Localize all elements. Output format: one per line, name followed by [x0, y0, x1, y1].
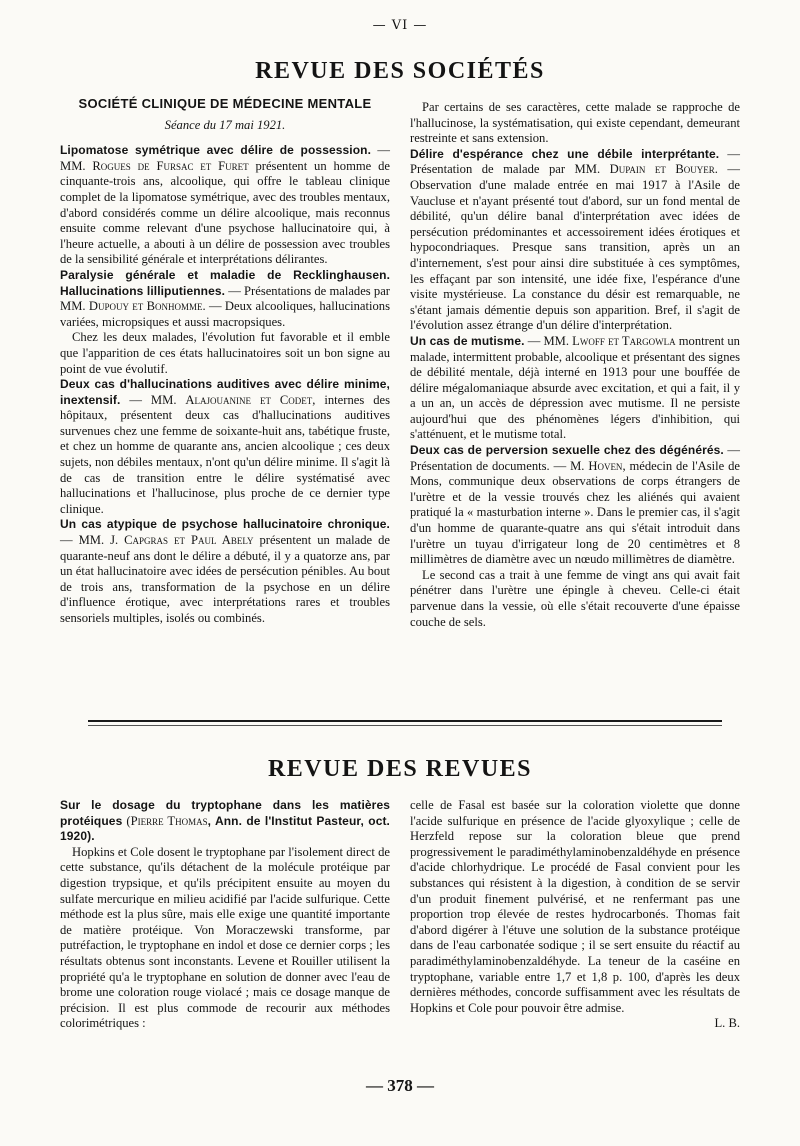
article-delire-esperance: Délire d'espérance chez une débile interprétante. — Présentation de malade par MM. Dupain et Bouyer. — Observation d'une malade entrée en mai 1917 à l'Asile de Vaucluse et n'ayant présenté tout d'abord, sur un fond mental de débilité, qu'un délire banal d'interprétation avec idées de persécution prédominantes et accessoirement idées érotiques et hypocondriaques. Presque sans transition, après un an d'internement, s'est pour ainsi dire substituée à ces symptômes, les effaçant par son intensité, une idée fixe, l'espérance d'une visite mystérieuse. La constance du désir est remarquable, ne s'étant jamais démentie depuis son apparition. Bref, il s'agit de l'évolution assez étrange d'un délire d'interprétation. [410, 146, 741, 333]
article-heading: Deux cas d'hallucinations auditives avec délire minime, inextensif. [60, 377, 390, 407]
article-heading: Délire d'espérance chez une débile interprétante. [410, 146, 720, 161]
article-heading: Deux cas de perversion sexuelle chez des dégénérés. [410, 443, 724, 458]
article-authors: Lwoff et Targowla [572, 333, 676, 348]
article-lipomatose: Lipomatose symétrique avec délire de possession. — MM. Rogues de Fursac et Furet présentent un homme de cinquante-trois ans, alcoolique, qui offre le tableau clinique complet de la lipomatose symétrique, avec des troubles mentaux, d'abord considérés comme un délire alcoolique, mais reconnus ensuite comme relevant d'une psychose hallucinatoire qui, à l'heure actuelle, a abouti à un délire de possession avec troubles de la sensibilité générale et interprétations délirantes. [60, 143, 390, 267]
article-hallucinations: Deux cas d'hallucinations auditives avec délire minime, inextensif. — MM. Alajouanine et Codet, internes des hôpitaux, présentent deux cas d'hallucinations auditives survenues chez une femme de soixante-huit ans, tabétique fruste, et chez un homme de quarante ans, ancien alcoolique ; ces deux sujets, non débiles mentaux, n'ont qu'un délire minime. Il s'agit là de cas de transition entre le délire systématisé avec hallucinations et l'hallucinose, plus proche de ce dernier type clinique. [60, 377, 390, 516]
review-journal: , Ann. de l'Institut Pasteur [207, 813, 361, 828]
article-psychose: Un cas atypique de psychose hallucinatoire chronique. — MM. J. Capgras et Paul Abely présentent un malade de quarante-neuf ans dont le délire a débuté, il y a quatorze ans, par un état hallucinatoire avec idées de persécution pénibles. Au bout de trois ans, transformation de la psychose en un délire d'influence érotique, avec interprétations rares et troubles sensoriels multiples, isolés ou combinés. [60, 517, 390, 625]
article-authors: Hoven [588, 458, 623, 473]
review-body-left: Hopkins et Cole dosent le tryptophane par l'isolement direct de cette substance, qu'ils détachent de la molécule protéique par digestion trypsique, et qu'ils précipitent ensuite au moyen du sulfate mercurique en milieu acidifié par l'acide sulfurique. Cette méthode est la plus sûre, mais elle exige une quantité importante de matière protéique. Von Moraczewski transforme, par putréfaction, le tryptophane en indol et dose ce dernier corps ; les résultats obtenus sont inconstants. Levene et Rouiller utilisent la propriété qu'a le tryptophane en solution de donner avec l'eau de brome une coloration rouge violacé ; mais ce dosage manque de précision. Il est plus commode de recourir aux méthodes colorimétriques : [60, 844, 390, 1031]
review-author: Pierre Thomas [130, 813, 208, 828]
article-heading: Lipomatose symétrique avec délire de possession. [60, 143, 372, 158]
section-divider-thin [88, 725, 722, 726]
revues-right-column [410, 798, 740, 1032]
article-authors: Dupouy et Bonhomme [88, 299, 203, 314]
page-top-label: — VI — [372, 18, 428, 33]
societes-left-column [60, 96, 390, 627]
seance-date: Séance du 17 mai 1921. [164, 117, 286, 132]
section-divider [88, 720, 722, 722]
article-paralysie: Paralysie générale et maladie de Recklinghausen. Hallucinations lilliputiennes. — Présentations de malades par MM. Dupouy et Bonhomme. — Deux alcooliques, hallucinations variées, micropsiques et aussi macropsiques. [60, 267, 390, 329]
article-authors: Alajouanine et Codet [185, 392, 313, 407]
article-heading: Paralysie générale et maladie de Recklinghausen. Hallucinations lilliputiennes. [60, 267, 390, 298]
review-heading: Sur le dosage du tryptophane dans les matières protéiques [60, 798, 390, 828]
article-authors: Dupain et Bouyer [609, 162, 715, 177]
page-number: — 378 — [366, 1076, 434, 1095]
article-mutisme: Un cas de mutisme. — MM. Lwoff et Targowla montrent un malade, intermittent probable, alcoolique et présentant des signes de débilité mentale, déjà interné en 1913 pour une bouffée de délire mégalomaniaque absurde avec excitation, et qui a fait, il y a un an, un accès de dépression avec mutisme. Il ne persiste aujourd'hui que des phénomènes légers d'inhibition, qui s'atténuent, et le mutisme total. [410, 333, 740, 442]
article-heading: Un cas atypique de psychose hallucinatoire chronique. [60, 517, 390, 532]
review-signature: L. B. [714, 1016, 740, 1031]
societes-right-column [410, 100, 740, 630]
revue-societes-title: REVUE DES SOCIÉTÉS [255, 58, 545, 84]
article-paralysie-p2: Chez les deux malades, l'évolution fut favorable et il emble que l'apparition de ces états hallucinatoires soit un bon signe au point de vue évolutif. [60, 330, 390, 376]
article-perversion-p2: Le second cas a trait à une femme de vingt ans qui avait fait pénétrer dans l'urètre une épingle à cheveu. Celle-ci était parvenue dans la vessie, où elle s'était recouverte d'une épaisse couche de sels. [410, 567, 740, 629]
article-intro: Par certains de ses caractères, cette malade se rapproche de l'hallucinose, la systématisation, qui existe cependant, demeurant restreinte et sans extension. [410, 100, 740, 146]
society-heading: SOCIÉTÉ CLINIQUE DE MÉDECINE MENTALE [78, 96, 372, 111]
review-heading-block: Sur le dosage du tryptophane dans les matières protéiques (Pierre Thomas, Ann. de l'Institut Pasteur, oct. 1920). [60, 798, 390, 844]
review-body-right: celle de Fasal est basée sur la coloration violette que donne l'acide sulfurique en présence de l'acide glyoxylique ; celle de Herzfeld repose sur la coloration bleue que prend progressivement le paradiméthylaminobenzaldéhyde en présence d'acide chlorhydrique. Le procédé de Fasal convient pour les substances qui résistent à la digestion, à condition de se servir d'un produit finement pulvérisé, et ne renfermant pas une proportion trop élevée de restes hydrocarbonés. Thomas fait d'abord digérer à l'étuve une solution de la substance protéique dans de l'eau carbonatée sodique ; il se sert ensuite du réactif au paradiméthylaminobenzaldéhyde. La teneur de la caséine en tryptophane, variable entre 1,7 et 1,8 p. 100, d'après les deux dernières méthodes, concorde suffisamment avec les résultats de Hopkins et Cole pour pouvoir être admise. [410, 798, 740, 1015]
article-authors: Capgras et Paul Abely [124, 533, 254, 548]
article-heading: Un cas de mutisme. [410, 333, 525, 348]
article-perversion: Deux cas de perversion sexuelle chez des dégénérés. — Présentation de documents. — M. Hoven, médecin de l'Asile de Mons, communique deux observations de corps étrangers de l'urètre et de la vessie trouvés chez les aliénés qui avaient pratiqué la « masturbation interne ». Dans le premier cas, il s'agit d'un homme de quarante-quatre ans qui s'était introduit dans l'urètre un tuyau d'irrigateur long de 20 centimètres et 8 millimètres de diamètre avec un nœudo millimètres de diamètre. [410, 443, 740, 567]
article-authors: Rogues de Fursac et Furet [92, 158, 249, 173]
revues-left-column [60, 798, 390, 1032]
revue-revues-title: REVUE DES REVUES [267, 756, 533, 782]
